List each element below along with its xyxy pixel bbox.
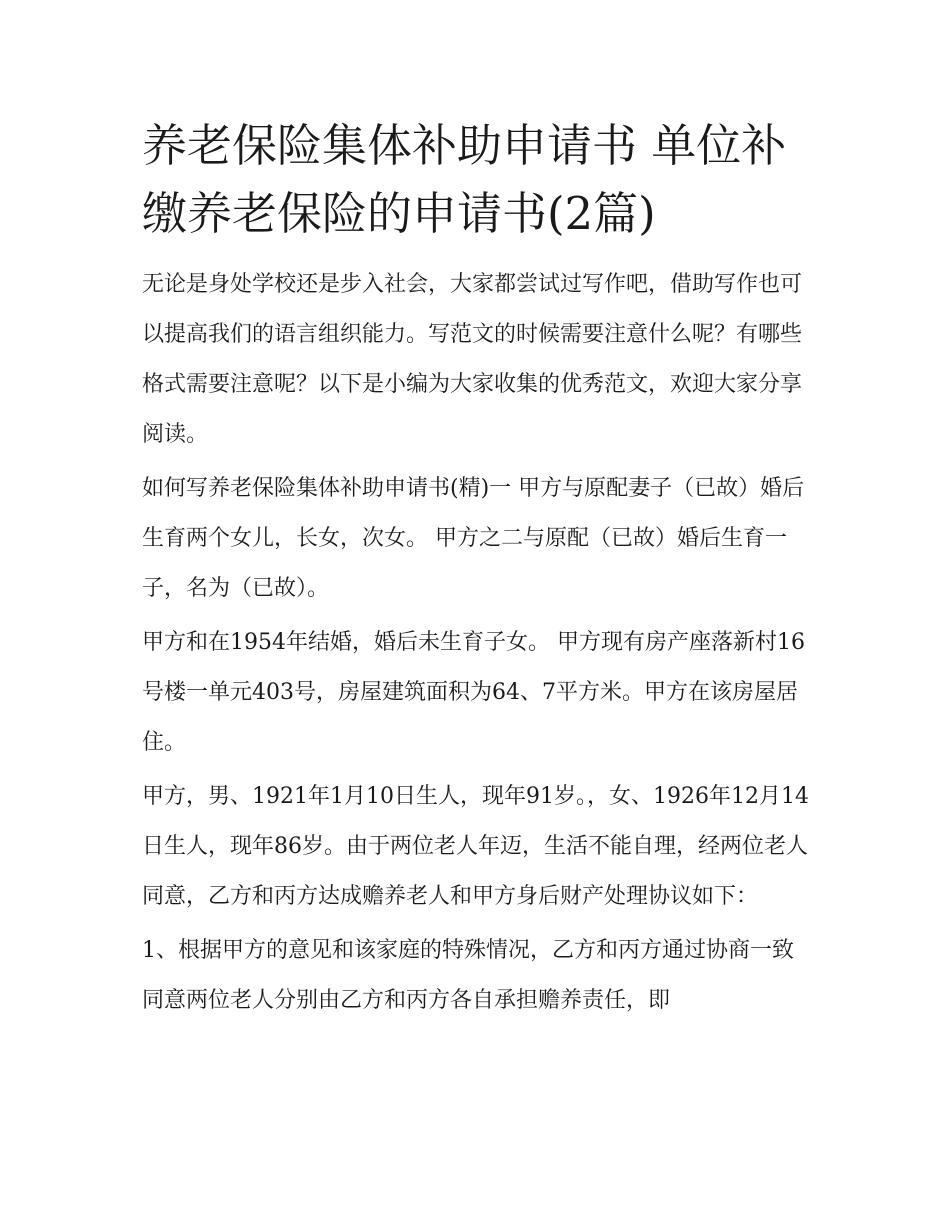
paragraph-family: 如何写养老保险集体补助申请书(精)一 甲方与原配妻子（已故）婚后生育两个女儿，长女，次女。 甲方之二与原配（已故）婚后生育一子，名为（已故）。 (142, 476, 805, 601)
paragraph-clause-1: 1、根据甲方的意见和该家庭的特殊情况，乙方和丙方通过协商一致同意两位老人分别由乙方和丙方各自承担赡养责任，即 (142, 938, 794, 1013)
document-page (142, 112, 810, 1030)
paragraph-property: 甲方和在1954年结婚，婚后未生育子女。 甲方现有房产座落新村16号楼一单元403号，房屋建筑面积为64、7平方米。甲方在该房屋居住。 (142, 630, 805, 755)
document-title: 养老保险集体补助申请书 单位补缴养老保险的申请书(2篇) (142, 119, 787, 240)
paragraph-parties: 甲方，男、1921年1月10日生人，现年91岁。，女、1926年12月14日生人，现年86岁。由于两位老人年迈，生活不能自理，经两位老人同意，乙方和丙方达成赡养老人和甲方身后财产处理协议如下： (142, 784, 809, 909)
paragraph-intro: 无论是身处学校还是步入社会，大家都尝试过写作吧，借助写作也可以提高我们的语言组织能力。写范文的时候需要注意什么呢？有哪些格式需要注意呢？以下是小编为大家收集的优秀范文，欢迎大家分享阅读。 (142, 272, 803, 447)
